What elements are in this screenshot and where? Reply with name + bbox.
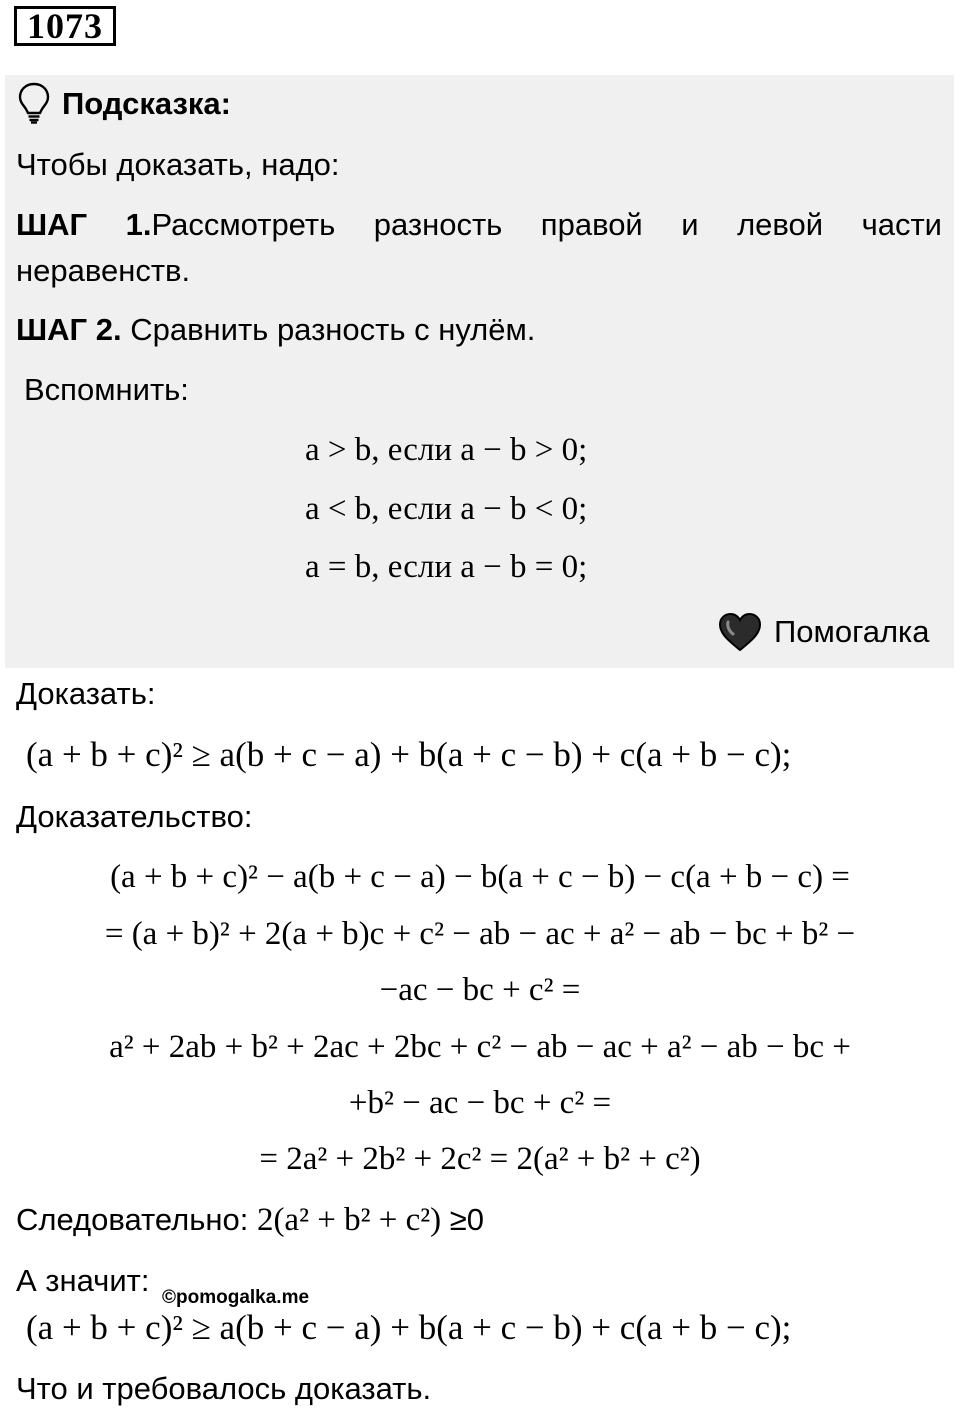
hint-step-1	[16, 202, 942, 294]
step-1-label: ШАГ 1.	[16, 207, 152, 242]
hence-label: А значит:	[16, 1263, 150, 1298]
hint-title: Подсказка:	[62, 86, 231, 121]
rule-equal: a = b, если a − b = 0;	[305, 549, 588, 585]
hint-step-2	[16, 310, 535, 350]
watermark: ©pomogalka.me	[162, 1287, 310, 1308]
proof-line: +b² − ac − bc + c² =	[348, 1085, 612, 1121]
therefore-line	[16, 1200, 484, 1240]
proof-line: −ac − bc + c² =	[379, 972, 581, 1008]
conclusion: Что и требовалось доказать.	[16, 1371, 432, 1406]
proof-line: a² + 2ab + b² + 2ac + 2bc + c² − ab − ac + a² − ab − bc +	[109, 1029, 851, 1065]
hint-intro: Чтобы доказать, надо:	[16, 147, 340, 182]
step-2-text: Сравнить разность с нулём.	[121, 312, 536, 347]
proof-line: (a + b + c)² − a(b + c − a) − b(a + c − b) − c(a + b − c) =	[110, 859, 850, 895]
proof-line: = (a + b)² + 2(a + b)c + c² − ab − ac + a² − ab − bc + b² −	[104, 916, 856, 952]
rule-greater: a > b, если a − b > 0;	[305, 432, 588, 468]
final-statement: (a + b + c)² ≥ a(b + c − a) + b(a + c − b) + c(a + b − c);	[26, 1308, 792, 1347]
step-2-label: ШАГ 2.	[16, 312, 122, 347]
proof-line: = 2a² + 2b² + 2c² = 2(a² + b² + c²)	[259, 1141, 701, 1177]
prove-label: Доказать:	[16, 676, 156, 711]
therefore-expression: 2(a² + b² + c²)	[256, 1202, 442, 1238]
therefore-relation: ≥0	[441, 1202, 484, 1237]
lightbulb-icon	[18, 82, 50, 124]
brand-label: Помогалка	[774, 614, 930, 649]
remember-label: Вспомнить:	[24, 372, 189, 407]
problem-number: 1073	[14, 6, 116, 46]
rule-less: a < b, если a − b < 0;	[305, 491, 588, 527]
statement-to-prove: (a + b + c)² ≥ a(b + c − a) + b(a + c − b) + c(a + b − c);	[26, 735, 792, 774]
step-1-text: Рассмотреть разность правой и левой части неравенств.	[16, 207, 942, 288]
therefore-label: Следовательно:	[16, 1202, 257, 1237]
proof-label: Доказательство:	[16, 799, 253, 834]
heart-icon	[718, 612, 762, 652]
